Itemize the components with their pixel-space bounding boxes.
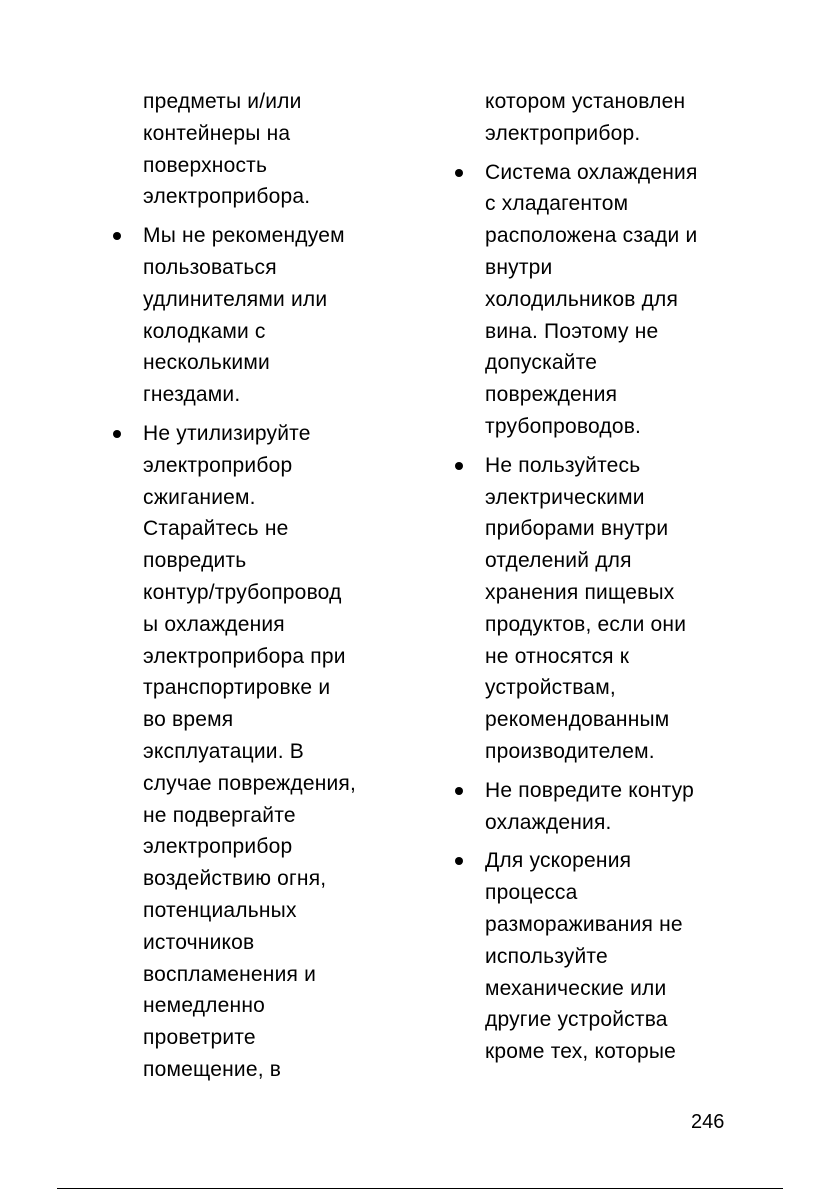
bullet-icon: [113, 232, 121, 240]
text-line: удлинителями или: [143, 287, 328, 311]
text-line: Не пользуйтесь: [485, 453, 641, 477]
bullet-icon: [113, 430, 121, 438]
text-line: вина. Поэтому не: [485, 319, 659, 343]
text-line: используйте: [485, 944, 608, 968]
text-line: продуктов, если они: [485, 612, 687, 636]
text-line: Мы не рекомендуем: [143, 224, 345, 248]
text-line: колодками с: [143, 319, 266, 343]
text-line: транспортировке и: [143, 676, 331, 700]
text-line: допускайте: [485, 351, 598, 375]
text-line: электроприбора при: [143, 644, 346, 668]
text-line: трубопроводов.: [485, 414, 642, 438]
text-line: не подвергайте: [143, 803, 296, 827]
text-line: несколькими: [143, 351, 270, 375]
text-line: помещение, в: [143, 1057, 282, 1081]
text-line: приборами внутри: [485, 517, 669, 541]
text-line: другие устройства: [485, 1008, 668, 1032]
text-line: хранения пищевых: [485, 580, 675, 604]
continued-paragraph: [113, 86, 373, 213]
bullet-icon: [455, 169, 463, 177]
text-line: внутри: [485, 255, 553, 279]
text-line: электроприбора.: [143, 185, 311, 209]
bullet-item: [455, 450, 715, 768]
text-line: электроприбор.: [485, 121, 641, 145]
text-line: повреждения: [485, 383, 618, 407]
bullet-item: [455, 157, 715, 443]
page-number: 246: [691, 1111, 725, 1133]
text-line: проветрите: [143, 1026, 256, 1050]
text-line: случае повреждения,: [143, 771, 357, 795]
text-line: электрическими: [485, 485, 645, 509]
bullet-item: [455, 775, 715, 839]
bullet-item: [113, 418, 373, 1086]
text-line: расположена сзади и: [485, 224, 698, 248]
bullet-icon: [455, 462, 463, 470]
text-line: с хладагентом: [485, 192, 629, 216]
text-line: сжиганием.: [143, 485, 256, 509]
text-line: предметы и/или: [143, 90, 302, 113]
text-line: эксплуатации. В: [143, 739, 304, 763]
bullet-item: [113, 220, 373, 411]
right-column: [455, 86, 715, 1075]
text-line: гнездами.: [143, 383, 241, 407]
text-line: размораживания не: [485, 912, 683, 936]
text-line: повредить: [143, 549, 247, 573]
text-line: электроприбор: [143, 453, 293, 477]
text-line: во время: [143, 708, 234, 732]
text-line: охлаждения.: [485, 810, 612, 834]
text-line: устройствам,: [485, 676, 616, 700]
text-line: Не повредите контур: [485, 778, 694, 802]
text-line: контур/трубопровод: [143, 580, 342, 604]
text-line: производителем.: [485, 739, 655, 763]
text-line: Не утилизируйте: [143, 421, 311, 445]
continued-paragraph: [455, 86, 715, 150]
text-line: ы охлаждения: [143, 612, 285, 636]
text-line: Система охлаждения: [485, 160, 698, 184]
text-line: контейнеры на: [143, 121, 291, 145]
footer-divider: [57, 1188, 783, 1189]
text-line: воздействию огня,: [143, 867, 327, 891]
text-line: воспламенения и: [143, 962, 317, 986]
text-line: потенциальных: [143, 898, 297, 922]
bullet-icon: [455, 857, 463, 865]
text-line: Старайтесь не: [143, 517, 289, 541]
text-line: источников: [143, 930, 255, 954]
text-line: пользоваться: [143, 255, 277, 279]
left-column: [113, 86, 373, 1093]
text-line: поверхность: [143, 153, 268, 177]
bullet-item: [455, 845, 715, 1068]
text-line: отделений для: [485, 549, 632, 573]
text-line: немедленно: [143, 994, 265, 1018]
text-line: кроме тех, которые: [485, 1040, 677, 1064]
text-line: котором установлен: [485, 90, 686, 113]
text-line: процесса: [485, 881, 578, 905]
text-line: Для ускорения: [485, 849, 632, 873]
text-line: электроприбор: [143, 835, 293, 859]
text-line: холодильников для: [485, 287, 679, 311]
text-line: рекомендованным: [485, 708, 670, 732]
text-line: не относятся к: [485, 644, 630, 668]
text-line: механические или: [485, 976, 667, 1000]
bullet-icon: [455, 787, 463, 795]
